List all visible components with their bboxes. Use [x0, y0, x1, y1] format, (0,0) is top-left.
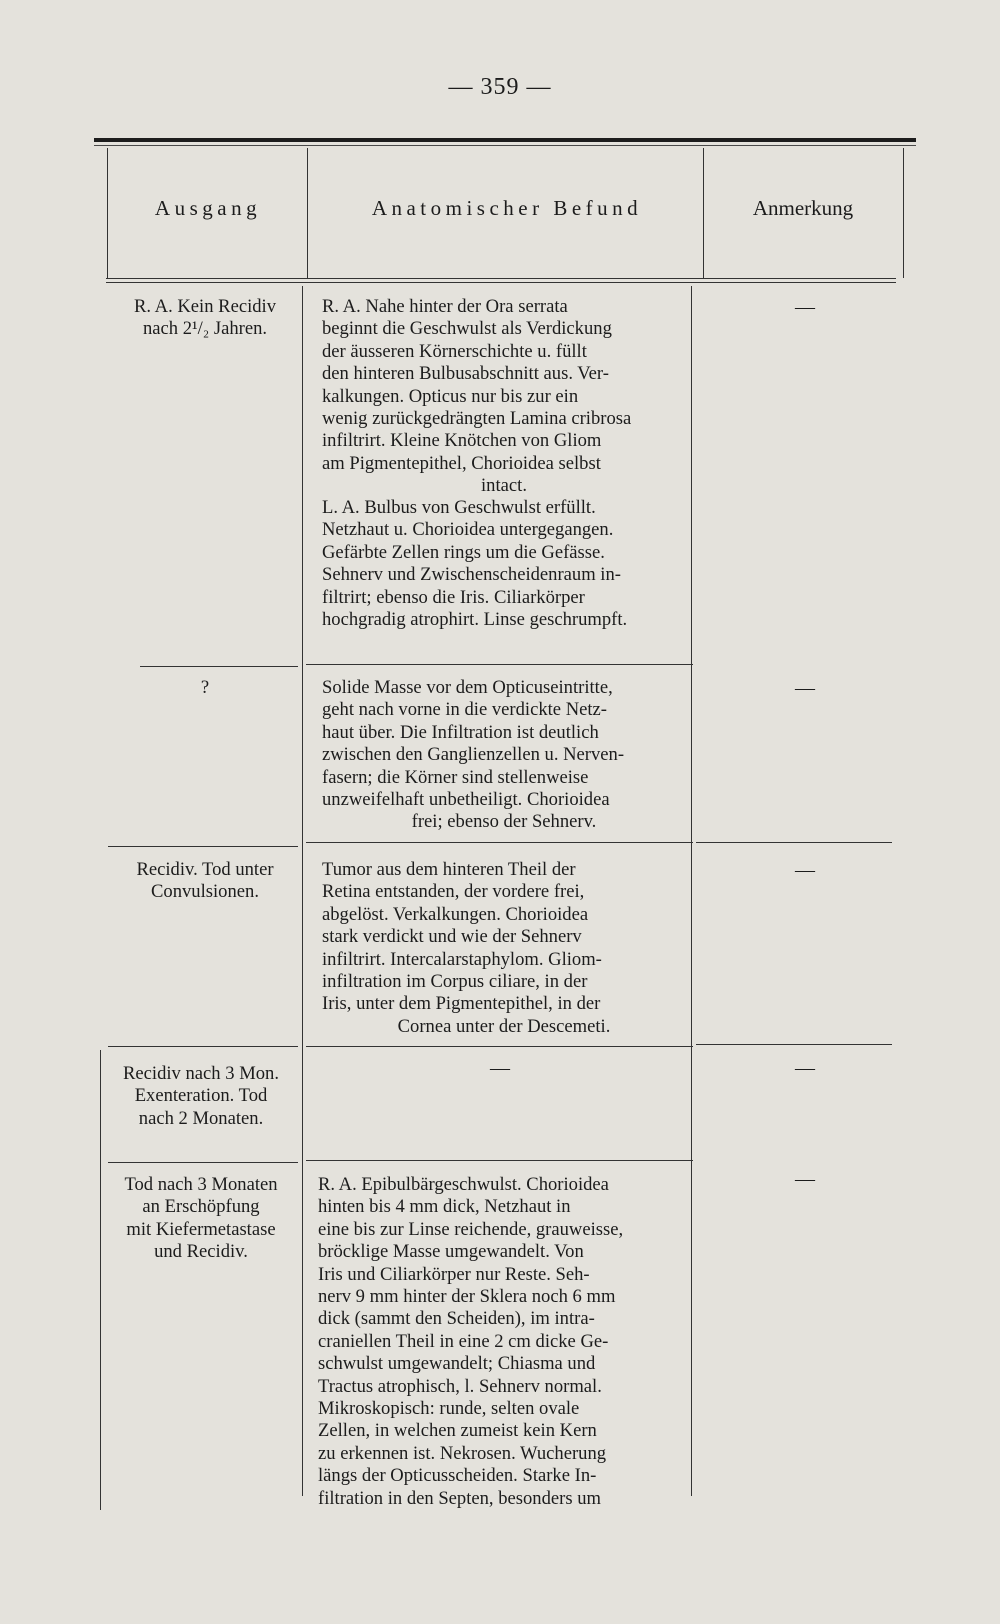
row3-ausgang: Recidiv. Tod unter Convulsionen. — [136, 859, 274, 903]
row-separator — [306, 664, 693, 665]
row1-befund-left-eye: L. A. Bulbus von Geschwulst erfüllt. Netzhaut u. Chorioidea untergegangen. Gefärbte Zellen rings um die Gefässe. Sehnerv und Zwischenscheidenraum in- filtrirt; ebenso die Iris. Ciliarkörper hochgradig atrophirt. Linse geschrumpft. — [322, 497, 628, 631]
row-separator — [696, 842, 892, 843]
page-number: — 359 — — [448, 74, 552, 100]
row1-befund-centered: intact. — [481, 475, 527, 496]
row-separator — [140, 666, 298, 667]
row4-befund: — — [490, 1057, 510, 1079]
row5-anmerkung: — — [795, 1168, 815, 1190]
row2-ausgang: ? — [200, 677, 210, 698]
table-top-rule-thin — [94, 145, 916, 146]
row3-befund-centered: Cornea unter der Descemeti. — [397, 1016, 611, 1037]
row3-anmerkung: — — [795, 859, 815, 881]
row2-anmerkung: — — [795, 677, 815, 699]
column-divider — [302, 286, 303, 1496]
header-anatomischer-befund: Anatomischer Befund — [371, 196, 643, 220]
row-separator — [108, 1046, 298, 1047]
header-ausgang: Ausgang — [154, 196, 262, 220]
row4-anmerkung: — — [795, 1057, 815, 1079]
row-separator — [108, 1162, 298, 1163]
row-separator — [696, 1044, 892, 1045]
row1-ausgang: R. A. Kein Recidiv nach 2¹/₂ Jahren. — [133, 296, 277, 340]
row3-befund: Tumor aus dem hinteren Theil der Retina entstanden, der vordere frei, abgelöst. Verkalkungen. Chorioidea stark verdickt und wie der Sehnerv infiltrirt. Intercalarstaphylom. Gliom- infiltration im Corpus ciliare, in der Iris, unter dem Pigmentepithel, in der — [322, 859, 602, 1015]
row-separator — [306, 1160, 693, 1161]
header-bottom-rule — [106, 278, 896, 279]
row2-befund: Solide Masse vor dem Opticuseintritte, geht nach vorne in die verdickte Netz- haut über. Die Infiltration ist deutlich zwischen den Ganglienzellen u. Nerven- fasern; die Körner sind stellenweise unzweifelhaft unbetheiligt. Chorioidea — [322, 677, 625, 811]
column-divider — [903, 148, 904, 278]
header-anmerkung: Anmerkung — [752, 196, 854, 220]
row-separator — [306, 842, 693, 843]
row1-befund: R. A. Nahe hinter der Ora serrata beginnt die Geschwulst als Verdickung der äusseren Körnerschichte u. füllt den hinteren Bulbusabschnitt aus. Ver- kalkungen. Opticus nur bis zur ein wenig zurückgedrängten Lamina cribrosa infiltrirt. Kleine Knötchen von Gliom am Pigmentepithel, Chorioidea selbst — [322, 296, 632, 474]
row4-ausgang: Recidiv nach 3 Mon. Exenteration. Tod nach 2 Monaten. — [123, 1063, 279, 1129]
row-separator — [108, 846, 298, 847]
row-separator — [306, 1046, 693, 1047]
table-top-rule — [94, 138, 916, 142]
column-divider — [691, 286, 692, 1496]
row5-befund: R. A. Epibulbärgeschwulst. Chorioidea hinten bis 4 mm dick, Netzhaut in eine bis zur Linse reichende, grauweisse, bröcklige Masse umgewandelt. Von Iris und Ciliarkörper nur Reste. Seh- nerv 9 mm hinter der Sklera noch 6 mm dick (sammt den Scheiden), im intra- craniellen Theil in eine 2 cm dicke Ge- schwulst umgewandelt; Chiasma und Tractus atrophisch, l. Sehnerv normal. Mikroskopisch: runde, selten ovale Zellen, in welchen zumeist kein Kern zu erkennen ist. Nekrosen. Wucherung längs der Opticusscheiden. Starke In- filtration in den Septen, besonders um — [318, 1174, 624, 1509]
header-bottom-rule — [106, 282, 896, 283]
row2-befund-centered: frei; ebenso der Sehnerv. — [411, 811, 597, 832]
column-divider — [100, 1050, 101, 1510]
row5-ausgang: Tod nach 3 Monaten an Erschöpfung mit Kiefermetastase und Recidiv. — [124, 1174, 278, 1263]
row1-anmerkung: — — [795, 296, 815, 318]
